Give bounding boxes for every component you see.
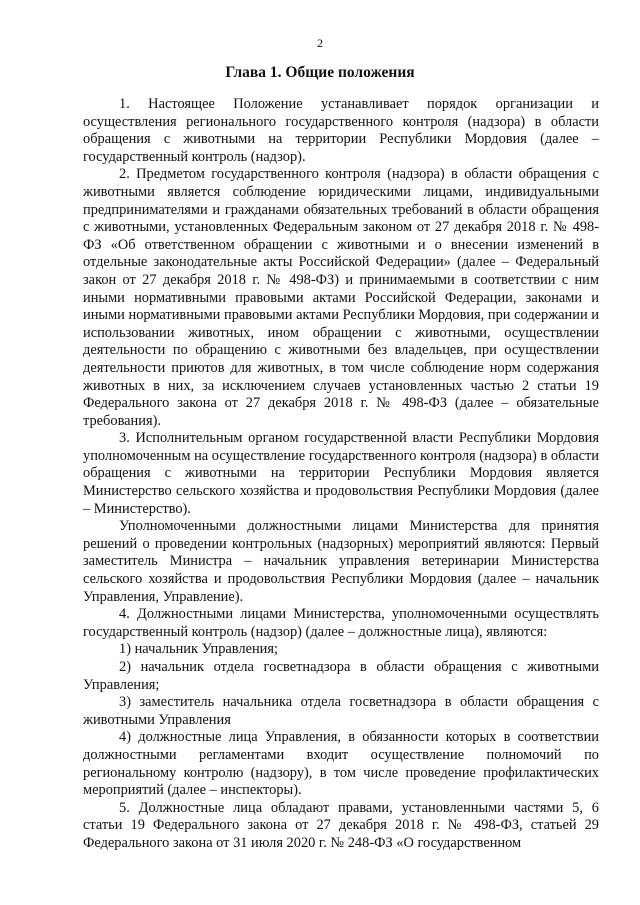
document-body <box>83 96 599 853</box>
list-item-2: 2) начальник отдела госветнадзора в области обращения с животными Управления; <box>83 659 599 693</box>
page-number: 2 <box>317 36 323 50</box>
paragraph-3: 3. Исполнительным органом государственной власти Республики Мордовия уполномоченным на осуществление государственного контроля (надзора) в области обращения с животными на территории Республики Мордовия является Министерство сельского хозяйства и продовольствия Республики Мордовия (далее – Министерство). <box>83 430 599 517</box>
paragraph-5: 5. Должностные лица обладают правами, установленными частями 5, 6 статьи 19 Федерального закона от 27 декабря 2018 г. № 498-ФЗ, статьей 29 Федерального закона от 31 июля 2020 г. № 248-ФЗ «О государственном <box>83 799 599 851</box>
paragraph-authorized-officials: Уполномоченными должностными лицами Министерства для принятия решений о проведении контрольных (надзорных) мероприятий являются: Первый заместитель Министра – начальник управления ветеринарии Министерства сельского хозяйства и продовольствия Республики Мордовия (далее – начальник Управления, Управление). <box>83 518 599 605</box>
chapter-title: Глава 1. Общие положения <box>225 64 415 81</box>
paragraph-2: 2. Предметом государственного контроля (надзора) в области обращения с животными является соблюдение юридическими лицами, индивидуальными предпринимателями и гражданами обязательных требований в области обращения с животными, установленных Федеральным законом от 27 декабря 2018 г. № 498-ФЗ «Об ответственном обращении с животными и о внесении изменений в отдельные законодательные акты Российской Федерации» (далее – Федеральный закон от 27 декабря 2018 г. № 498-ФЗ) и принимаемыми в соответствии с ним иными нормативными правовыми актами Российской Федерации, законами и иными нормативными правовыми актами Республики Мордовия, при содержании и использовании животных, ином обращении с животными, осуществлении деятельности по обращению с животными без владельцев, при осуществлении деятельности приютов для животных, в том числе соблюдение норм содержания животных в них, за исключением случаев установленных частью 2 статьи 19 Федерального закона от 27 декабря 2018 г. № 498-ФЗ (далее – обязательные требования). <box>83 166 599 429</box>
paragraph-4: 4. Должностными лицами Министерства, уполномоченными осуществлять государственный контроль (надзор) (далее – должностные лица), являются: <box>83 606 599 640</box>
paragraph-1: 1. Настоящее Положение устанавливает порядок организации и осуществления регионального государственного контроля (надзора) в области обращения с животными на территории Республики Мордовия (далее – государственный контроль (надзор). <box>83 96 599 165</box>
list-item-3: 3) заместитель начальника отдела госветнадзора в области обращения с животными Управления <box>83 694 599 728</box>
list-item-1: 1) начальник Управления; <box>119 641 278 658</box>
list-item-4: 4) должностные лица Управления, в обязанности которых в соответствии должностными регламентами входит осуществление полномочий по региональному контролю (надзору), в том числе проведение профилактических мероприятий (далее – инспекторы). <box>83 729 599 799</box>
